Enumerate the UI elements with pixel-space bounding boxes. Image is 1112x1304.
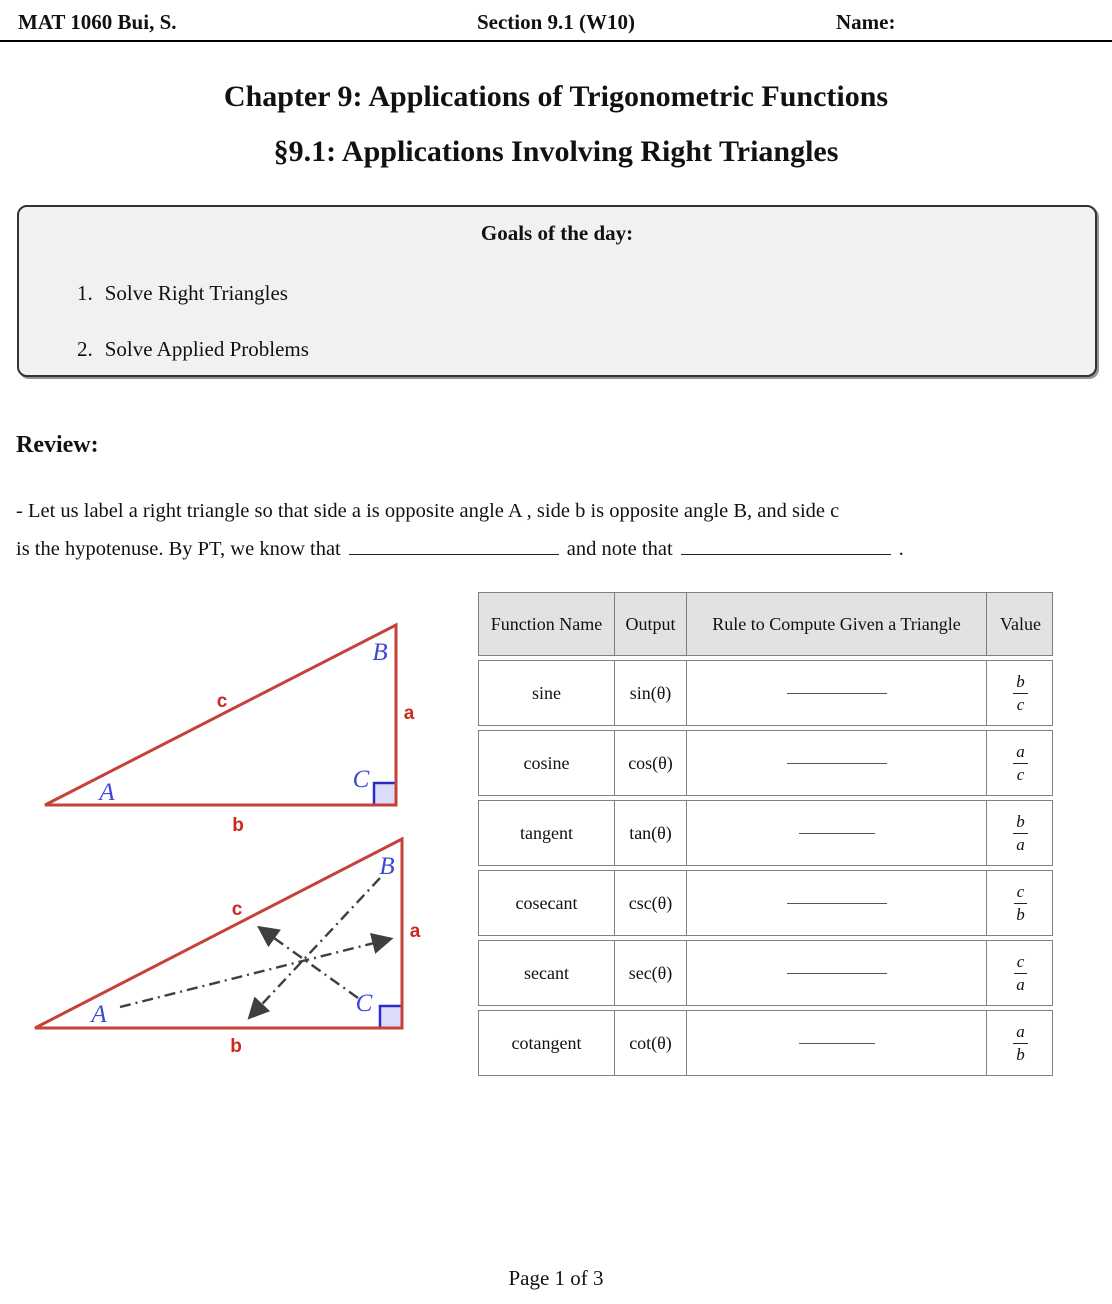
column-header: Function Name xyxy=(490,613,603,634)
chapter-title: Chapter 9: Applications of Trigonometric Functions xyxy=(223,80,889,113)
fraction: $\frac{c}{a}$ xyxy=(1014,952,1028,993)
table-row xyxy=(478,730,1053,796)
vertex-label-A: A xyxy=(99,779,115,806)
fraction: $\frac{c}{b}$ xyxy=(1014,882,1028,923)
value-cell xyxy=(986,941,1054,1005)
rule-blank xyxy=(799,1042,875,1044)
triangle-2-outline xyxy=(35,839,402,1028)
side-label-c: c xyxy=(216,691,228,712)
goal-item xyxy=(77,337,309,362)
rule-cell xyxy=(686,871,986,935)
vertex-label-B: B xyxy=(372,639,388,666)
blank-line-2 xyxy=(681,534,891,555)
function-name: cotangent xyxy=(511,1032,582,1053)
rule-blank xyxy=(787,902,887,904)
fraction: $\frac{a}{c}$ xyxy=(1013,742,1028,783)
vertex-label-A: A xyxy=(91,1001,107,1028)
arrow-A-to-a xyxy=(120,939,390,1007)
function-name: secant xyxy=(524,962,569,983)
function-name: tangent xyxy=(520,822,573,843)
value-cell xyxy=(986,871,1054,935)
triangle-figure-1 xyxy=(45,625,415,836)
right-angle-marker xyxy=(374,783,396,805)
value-cell xyxy=(986,1011,1054,1075)
fraction: $\frac{b}{c}$ xyxy=(1013,672,1028,713)
function-name: cosine xyxy=(523,752,570,773)
rule-blank xyxy=(787,762,887,764)
review-heading: Review: xyxy=(16,432,99,458)
review-text-line1: - Let us label a right triangle so that side a is opposite angle A , side b is opposite angle B, and side c xyxy=(16,500,840,522)
function-output: sin(θ) xyxy=(614,661,686,725)
value-cell xyxy=(986,731,1054,795)
goal-item xyxy=(77,281,288,306)
table-row xyxy=(478,870,1053,936)
goals-box xyxy=(17,205,1097,377)
side-label-b: b xyxy=(230,1036,242,1057)
side-label-c: c xyxy=(231,899,243,920)
triangle-figure-2 xyxy=(35,839,421,1057)
goal-text: Solve Right Triangles xyxy=(104,281,288,305)
trig-function-table xyxy=(478,592,1053,1080)
fraction: $\frac{b}{a}$ xyxy=(1013,812,1028,853)
section-label: Section 9.1 (W10) xyxy=(476,10,636,34)
rule-blank xyxy=(787,692,887,694)
page-number: Page 1 of 3 xyxy=(508,1266,604,1290)
column-header: Value xyxy=(986,593,1054,655)
table-row xyxy=(478,940,1053,1006)
triangle-1-outline xyxy=(45,625,396,805)
function-output: cot(θ) xyxy=(614,1011,686,1075)
goal-text: Solve Applied Problems xyxy=(104,337,309,361)
review-paragraph xyxy=(16,492,1102,568)
function-output: tan(θ) xyxy=(614,801,686,865)
right-angle-marker xyxy=(380,1006,402,1028)
vertex-label-C: C xyxy=(352,766,370,793)
review-text-line2: is the hypotenuse. By PT, we know that xyxy=(16,538,341,560)
function-output: sec(θ) xyxy=(614,941,686,1005)
rule-cell xyxy=(686,1011,986,1075)
table-row xyxy=(478,660,1053,726)
side-label-b: b xyxy=(232,815,244,836)
review-text-end: . xyxy=(898,538,904,560)
function-output: cos(θ) xyxy=(614,731,686,795)
column-header: Output xyxy=(614,593,686,655)
value-cell xyxy=(986,801,1054,865)
course-label: MAT 1060 Bui, S. xyxy=(18,10,177,34)
vertex-label-C: C xyxy=(355,990,373,1017)
function-output: csc(θ) xyxy=(614,871,686,935)
rule-blank xyxy=(799,832,875,834)
opposite-side-arrows xyxy=(120,878,390,1017)
function-name: sine xyxy=(532,682,561,703)
section-title: §9.1: Applications Involving Right Triangles xyxy=(273,135,839,168)
side-label-a: a xyxy=(403,703,415,724)
document-header xyxy=(0,10,1112,40)
column-header: Rule to Compute Given a Triangle xyxy=(686,593,986,655)
review-text-mid: and note that xyxy=(566,538,673,560)
rule-cell xyxy=(686,731,986,795)
value-cell xyxy=(986,661,1054,725)
table-header-row xyxy=(478,592,1053,656)
rule-cell xyxy=(686,801,986,865)
table-row xyxy=(478,1010,1053,1076)
triangle-figures xyxy=(20,590,470,1075)
fraction: $\frac{a}{b}$ xyxy=(1013,1022,1028,1063)
header-rule xyxy=(0,40,1112,42)
goal-number: 1. xyxy=(77,281,93,305)
goals-heading: Goals of the day: xyxy=(480,221,634,245)
name-label: Name: xyxy=(836,10,896,34)
vertex-label-B: B xyxy=(379,853,395,880)
rule-blank xyxy=(787,972,887,974)
table-row xyxy=(478,800,1053,866)
rule-cell xyxy=(686,941,986,1005)
goal-number: 2. xyxy=(77,337,93,361)
function-name: cosecant xyxy=(515,892,578,913)
arrow-C-to-c xyxy=(260,928,358,998)
side-label-a: a xyxy=(409,921,421,942)
rule-cell xyxy=(686,661,986,725)
blank-line-1 xyxy=(349,534,559,555)
